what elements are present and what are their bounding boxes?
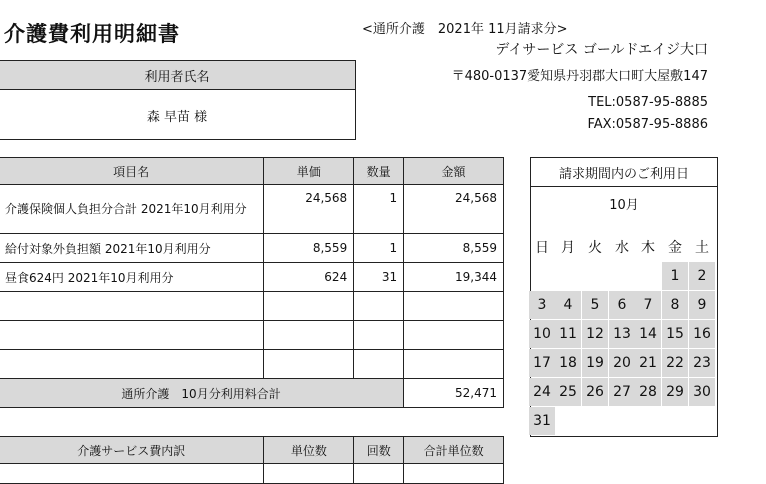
row-item [0,292,264,321]
weekday-header: 日 [535,240,549,256]
row-amount: 19,344 [404,263,504,292]
calendar-day [609,262,635,290]
column-header-item: 項目名 [0,158,264,185]
calendar-day [555,262,581,290]
weekday-header: 土 [695,240,709,256]
row-qty [354,292,404,321]
charges-table [0,157,504,408]
calendar-day: 3 [529,291,555,319]
calendar-day: 2 [689,262,715,290]
row-qty: 1 [354,234,404,263]
total-row [0,379,504,408]
calendar-day: 26 [582,378,608,406]
table-row [0,350,504,379]
row-qty: 1 [354,185,404,234]
weekday-header: 金 [668,240,682,256]
calendar-day [582,407,608,435]
column-header-service: 介護サービス費内訳 [0,437,264,464]
weekday-header: 水 [615,240,629,256]
weekday-header: 火 [588,240,602,256]
company-tel: TEL:0587-95-8885 [588,95,708,110]
company-address: 〒480-0137愛知県丹羽郡大口町大屋敷147 [451,69,708,84]
table-row [0,321,504,350]
calendar-day: 29 [662,378,688,406]
total-label: 通所介護 10月分利用料合計 [0,379,404,408]
breakdown-cell [0,464,264,484]
calendar-day: 9 [689,291,715,319]
calendar-day [689,407,715,435]
row-price: 8,559 [264,234,354,263]
document-title: 介護費利用明細書 [4,22,180,46]
calendar-month: 10月 [609,198,639,213]
row-price [264,292,354,321]
company-fax: FAX:0587-95-8886 [587,117,708,132]
calendar-day: 5 [582,291,608,319]
row-qty [354,321,404,350]
breakdown-cell [264,464,354,484]
weekday-header: 月 [561,240,575,256]
calendar-day [662,407,688,435]
billing-period: <通所介護 2021年 11月請求分> [362,22,568,37]
breakdown-header-row [0,437,504,464]
user-name: 森 早苗 様 [146,109,208,125]
calendar-day: 18 [555,349,581,377]
row-qty [354,350,404,379]
calendar-day [555,407,581,435]
column-header-price: 単価 [264,158,354,185]
row-amount: 8,559 [404,234,504,263]
calendar-day: 23 [689,349,715,377]
calendar-day: 19 [582,349,608,377]
calendar-day: 12 [582,320,608,348]
company-name: デイサービス ゴールドエイジ大口 [495,42,708,58]
total-amount: 52,471 [404,379,504,408]
calendar-day: 10 [529,320,555,348]
user-name-box [0,60,356,140]
row-item [0,321,264,350]
calendar-day: 6 [609,291,635,319]
row-amount [404,321,504,350]
column-header-qty: 数量 [354,158,404,185]
calendar-day: 20 [609,349,635,377]
row-item: 昼食624円 2021年10月利用分 [0,263,264,292]
calendar-day: 16 [689,320,715,348]
calendar-day: 15 [662,320,688,348]
column-header-units: 単位数 [264,437,354,464]
row-price [264,321,354,350]
calendar-day: 13 [609,320,635,348]
row-item [0,350,264,379]
table-row [0,464,504,484]
calendar-title: 請求期間内のご利用日 [531,158,717,187]
calendar-day: 1 [662,262,688,290]
calendar-day: 25 [555,378,581,406]
calendar-day: 7 [635,291,661,319]
calendar-day [609,407,635,435]
row-amount: 24,568 [404,185,504,234]
row-amount [404,292,504,321]
table-row [0,292,504,321]
calendar-day: 11 [555,320,581,348]
charges-header-row [0,158,504,185]
calendar-day: 27 [609,378,635,406]
calendar-day: 24 [529,378,555,406]
breakdown-cell [404,464,504,484]
calendar-day: 4 [555,291,581,319]
calendar-day [635,407,661,435]
row-price: 24,568 [264,185,354,234]
calendar-day: 17 [529,349,555,377]
breakdown-cell [354,464,404,484]
calendar-day [635,262,661,290]
row-item: 給付対象外負担額 2021年10月利用分 [0,234,264,263]
usage-calendar [530,157,718,437]
calendar-day: 28 [635,378,661,406]
table-row [0,263,504,292]
column-header-total-units: 合計単位数 [404,437,504,464]
column-header-count: 回数 [354,437,404,464]
calendar-day [582,262,608,290]
row-item: 介護保険個人負担分合計 2021年10月利用分 [0,185,264,234]
row-price: 624 [264,263,354,292]
table-row [0,234,504,263]
calendar-day [529,262,555,290]
calendar-day: 22 [662,349,688,377]
calendar-day: 8 [662,291,688,319]
service-breakdown-table [0,436,504,484]
table-row [0,185,504,234]
column-header-amount: 金額 [404,158,504,185]
user-name-label: 利用者氏名 [0,61,355,90]
calendar-day: 30 [689,378,715,406]
calendar-day: 14 [635,320,661,348]
weekday-header: 木 [641,240,655,256]
calendar-day: 31 [529,407,555,435]
row-price [264,350,354,379]
row-qty: 31 [354,263,404,292]
calendar-day: 21 [635,349,661,377]
row-amount [404,350,504,379]
